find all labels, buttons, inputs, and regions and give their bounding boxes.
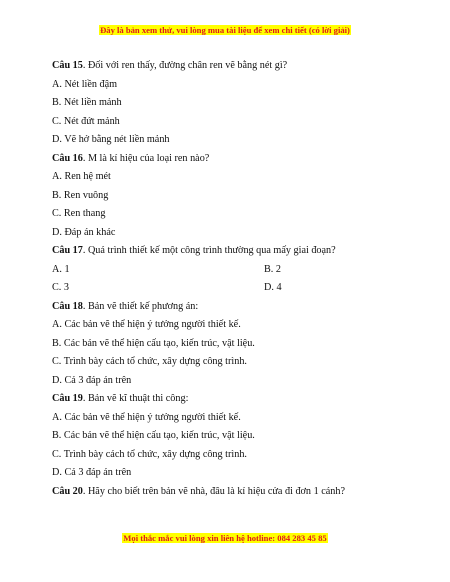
question-text: . Bản vẽ thiết kế phương án:: [82, 300, 199, 312]
question-list: [52, 60, 402, 504]
question-number: Câu 19: [52, 393, 83, 404]
question-text: . M là kí hiệu của loại ren nào?: [82, 152, 210, 164]
option-b: B. Các bản vẽ thể hiện cấu tạo, kiến trúc, vật liệu.: [52, 337, 255, 349]
option-c: C. Trình bày cách tổ chức, xây dựng công trình.: [52, 356, 247, 367]
option-b: B. Các bản vẽ thể hiện cấu tạo, kiến trúc, vật liệu.: [52, 430, 255, 441]
option-c: C. Ren thang: [52, 208, 106, 219]
preview-notice-text: Đây là bản xem thử, vui lòng mua tài liệu để xem chi tiết (có lời giải): [100, 25, 350, 35]
option-d: D. Vẽ hở bằng nét liền mảnh: [52, 134, 170, 145]
question-17: [52, 245, 402, 264]
question-number: Câu 20: [52, 485, 83, 497]
option-d: D. 4: [264, 282, 282, 293]
option-d: D. Cả 3 đáp án trên: [52, 467, 132, 478]
option-a: A. Nét liền đậm: [52, 78, 118, 90]
option-d: D. Cả 3 đáp án trên: [52, 374, 132, 386]
question-number: Câu 17: [52, 245, 83, 256]
question-text: . Bản vẽ kĩ thuật thi công:: [82, 393, 189, 404]
question-15: [52, 60, 402, 79]
hotline-notice-text: Mọi thắc mắc vui lòng xin liên hệ hotline: 084 283 45 85: [123, 533, 327, 543]
option-a: A. 1: [52, 263, 70, 275]
option-d: D. Đáp án khác: [52, 226, 116, 238]
option-row: [52, 282, 402, 301]
option-a: A. Các bản vẽ thể hiện ý tưởng người thiết kế.: [52, 411, 241, 423]
question-19: [52, 393, 402, 412]
hotline-notice: [0, 533, 450, 544]
question-number: Câu 16: [52, 152, 83, 164]
option-b: B. 2: [264, 263, 281, 275]
question-16: [52, 153, 402, 172]
option-a: A. Các bản vẽ thể hiện ý tưởng người thiết kế.: [52, 319, 241, 330]
question-text: . Đối với ren thấy, đường chân ren vẽ bằng nét gì?: [82, 60, 288, 71]
option-c: C. 3: [52, 282, 69, 293]
option-c: C. Trình bày cách tổ chức, xây dựng công trình.: [52, 448, 247, 460]
question-text: . Quá trình thiết kế một công trình thường qua mấy giai đoạn?: [82, 245, 336, 256]
option-b: B. Nét liền mảnh: [52, 97, 122, 108]
question-text: . Hãy cho biết trên bản vẽ nhà, đâu là kí hiệu cửa đi đơn 1 cánh?: [82, 485, 345, 497]
question-number: Câu 18: [52, 300, 83, 312]
question-18: [52, 301, 402, 320]
option-a: A. Ren hệ mét: [52, 171, 111, 182]
option-b: B. Ren vuông: [52, 189, 109, 201]
question-number: Câu 15: [52, 60, 83, 71]
option-row: [52, 264, 402, 283]
preview-notice: [0, 25, 450, 36]
option-c: C. Nét đứt mảnh: [52, 115, 120, 127]
question-20: [52, 486, 402, 505]
